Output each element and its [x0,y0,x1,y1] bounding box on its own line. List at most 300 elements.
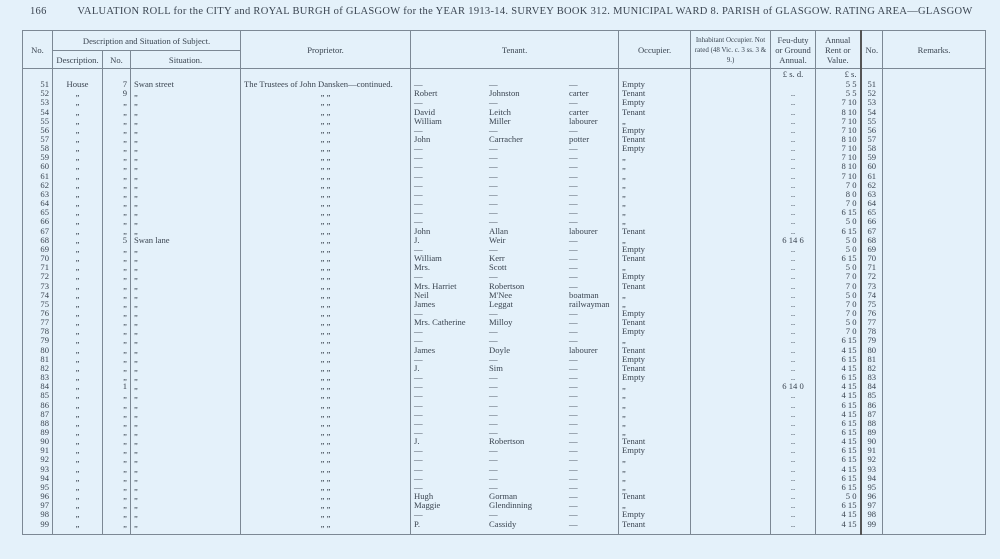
header-no-right: No. [861,31,883,69]
tenant [411,107,619,116]
row-number: 51 [23,80,53,89]
tenant [411,153,619,162]
inhabitant-occupier [691,227,771,236]
table-row [23,327,986,336]
occupier: „ [619,162,691,171]
table-row [23,144,986,153]
inhabitant-occupier [691,107,771,116]
annual-rent: 4 15 [816,465,861,474]
situation: „ [131,153,241,162]
street-number: „ [103,428,131,437]
tenant-occupation: — [569,272,578,282]
proprietor: „ „ [241,272,411,281]
tenant-occupation: — [569,308,578,318]
inhabitant-occupier [691,346,771,355]
page-heading [30,6,973,17]
row-number: 65 [23,208,53,217]
street-number: „ [103,355,131,364]
proprietor: „ „ [241,117,411,126]
tenant-occupation: — [569,382,578,392]
annual-rent: 7 10 [816,117,861,126]
description: „ [53,135,103,144]
tenant-first-name: J. [414,235,420,245]
tenant-occupation: — [569,153,578,163]
situation: „ [131,483,241,492]
tenant [411,89,619,98]
table-row [23,89,986,98]
tenant-occupation: — [569,354,578,364]
row-number-right: 59 [861,153,883,162]
annual-rent: 5 0 [816,318,861,327]
rent-units: £ s. [816,69,861,81]
tenant-first-name: Mrs. Harriet [414,281,457,291]
tenant-occupation: railwayman [569,299,610,309]
situation: „ [131,291,241,300]
tenant-first-name: James [414,299,436,309]
inhabitant-occupier [691,309,771,318]
street-number: „ [103,400,131,409]
row-number: 61 [23,172,53,181]
description: „ [53,98,103,107]
tenant-surname: Leggat [489,299,513,309]
table-row [23,364,986,373]
table-row [23,410,986,419]
street-number: „ [103,245,131,254]
street-number: „ [103,254,131,263]
remarks [883,400,986,409]
tenant-first-name: — [414,382,423,392]
description: „ [53,382,103,391]
tenant-surname: — [489,473,498,483]
tenant-surname: — [489,327,498,337]
occupier: Empty [619,272,691,281]
occupier: „ [619,382,691,391]
tenant-occupation: — [569,208,578,218]
tenant-occupation: potter [569,134,590,145]
row-number: 85 [23,391,53,400]
remarks [883,272,986,281]
row-number-right: 68 [861,236,883,245]
tenant-first-name: — [414,510,423,520]
tenant [411,181,619,190]
remarks [883,281,986,290]
street-number: „ [103,336,131,345]
street-number: „ [103,272,131,281]
inhabitant-occupier [691,199,771,208]
tenant-surname: Milloy [489,318,513,328]
situation: Swan street [131,80,241,89]
occupier: Tenant [619,492,691,501]
tenant-occupation: — [569,199,578,209]
occupier: „ [619,336,691,345]
annual-rent: 5 5 [816,89,861,98]
annual-rent: 8 10 [816,107,861,116]
situation: „ [131,446,241,455]
inhabitant-occupier [691,520,771,535]
description: „ [53,254,103,263]
feu-duty: .. [771,437,816,446]
table-row [23,501,986,510]
annual-rent: 7 10 [816,126,861,135]
tenant-occupation: — [569,373,578,383]
tenant [411,272,619,281]
tenant-first-name: — [414,244,423,254]
tenant-occupation: — [569,336,578,346]
table-row [23,336,986,345]
row-number: 93 [23,465,53,474]
street-number: „ [103,419,131,428]
remarks [883,355,986,364]
annual-rent: 4 15 [816,382,861,391]
row-number: 74 [23,291,53,300]
table-row [23,474,986,483]
tenant-surname: Robertson [489,437,525,447]
row-number-right: 78 [861,327,883,336]
tenant-surname: Allan [489,226,509,236]
tenant-surname: — [489,336,498,346]
proprietor: „ „ [241,217,411,226]
inhabitant-occupier [691,153,771,162]
remarks [883,492,986,501]
tenant [411,144,619,153]
table-row [23,199,986,208]
table-row [23,428,986,437]
row-number-right: 53 [861,98,883,107]
remarks [883,126,986,135]
annual-rent: 7 0 [816,181,861,190]
row-number: 55 [23,117,53,126]
tenant-first-name: J. [414,437,420,447]
tenant [411,501,619,510]
situation: „ [131,492,241,501]
description: „ [53,263,103,272]
street-number: „ [103,135,131,144]
occupier: „ [619,300,691,309]
tenant-first-name: William [414,116,442,126]
tenant-occupation: — [569,501,578,511]
row-number: 69 [23,245,53,254]
table-row [23,437,986,446]
street-number: „ [103,373,131,382]
description: „ [53,336,103,345]
remarks [883,135,986,144]
row-number-right: 65 [861,208,883,217]
tenant-first-name: — [414,98,423,108]
remarks [883,291,986,300]
situation: „ [131,382,241,391]
remarks [883,382,986,391]
table-row [23,446,986,455]
table-row [23,492,986,501]
proprietor: „ „ [241,455,411,464]
remarks [883,172,986,181]
inhabitant-occupier [691,492,771,501]
feu-duty: .. [771,492,816,501]
row-number: 88 [23,419,53,428]
annual-rent: 4 15 [816,437,861,446]
occupier: „ [619,291,691,300]
header-tenant: Tenant. [411,31,619,69]
row-number: 57 [23,135,53,144]
proprietor: „ „ [241,263,411,272]
remarks [883,346,986,355]
proprietor: „ „ [241,465,411,474]
header-annual-rent: Annual Rent or Value. [816,31,861,69]
remarks [883,199,986,208]
tenant-surname: — [489,482,498,492]
tenant-first-name: — [414,446,423,456]
header-description: Description. [53,51,103,69]
description: „ [53,227,103,236]
occupier: Tenant [619,318,691,327]
inhabitant-occupier [691,318,771,327]
annual-rent: 4 15 [816,391,861,400]
annual-rent: 4 15 [816,520,861,535]
remarks [883,236,986,245]
row-number-right: 95 [861,483,883,492]
occupier: Tenant [619,437,691,446]
inhabitant-occupier [691,437,771,446]
inhabitant-occupier [691,455,771,464]
tenant-occupation: — [569,171,578,181]
tenant-occupation: — [569,455,578,465]
row-number: 79 [23,336,53,345]
row-number-right: 80 [861,346,883,355]
inhabitant-occupier [691,373,771,382]
table-row [23,373,986,382]
description: „ [53,391,103,400]
row-number: 75 [23,300,53,309]
inhabitant-occupier [691,172,771,181]
inhabitant-occupier [691,208,771,217]
occupier: „ [619,199,691,208]
situation: „ [131,327,241,336]
tenant [411,254,619,263]
description: „ [53,483,103,492]
row-number-right: 73 [861,281,883,290]
tenant-first-name: Mrs. [414,263,431,273]
row-number-right: 83 [861,373,883,382]
situation: „ [131,217,241,226]
row-number-right: 69 [861,245,883,254]
table-row [23,80,986,89]
tenant-occupation: — [569,217,578,227]
feu-duty: .. [771,346,816,355]
tenant-first-name: — [414,189,423,199]
row-number-right: 86 [861,400,883,409]
situation: „ [131,465,241,474]
tenant [411,391,619,400]
tenant [411,428,619,437]
description: „ [53,520,103,535]
annual-rent: 6 15 [816,455,861,464]
street-number: „ [103,510,131,519]
inhabitant-occupier [691,98,771,107]
occupier: Tenant [619,89,691,98]
table-row [23,400,986,409]
table-row [23,382,986,391]
remarks [883,419,986,428]
tenant-first-name: — [414,144,423,154]
tenant-first-name: — [414,473,423,483]
situation: Swan lane [131,236,241,245]
tenant-occupation: — [569,263,578,273]
row-number: 82 [23,364,53,373]
row-number-right: 72 [861,272,883,281]
row-number: 73 [23,281,53,290]
feu-duty: .. [771,135,816,144]
tenant-surname: — [489,427,498,438]
tenant-occupation: — [569,318,578,328]
header-inhabitant-occupier: Inhabitant Occupier. Not rated (48 Vic. c. 3 ss. 3 & 9.) [691,31,771,69]
tenant [411,227,619,236]
occupier: Empty [619,446,691,455]
tenant-first-name: — [414,180,423,190]
proprietor: „ „ [241,153,411,162]
remarks [883,391,986,400]
annual-rent: 7 10 [816,153,861,162]
feu-duty: .. [771,419,816,428]
table-row [23,236,986,245]
feu-duty: .. [771,520,816,535]
description: „ [53,501,103,510]
row-number-right: 90 [861,437,883,446]
row-number-right: 57 [861,135,883,144]
feu-duty: .. [771,327,816,336]
tenant-first-name: David [414,107,436,117]
table-row [23,483,986,492]
tenant [411,208,619,217]
proprietor: „ „ [241,355,411,364]
situation: „ [131,89,241,98]
proprietor: „ „ [241,419,411,428]
row-number: 76 [23,309,53,318]
situation: „ [131,501,241,510]
annual-rent: 6 15 [816,400,861,409]
tenant-surname: — [489,153,498,163]
proprietor: „ „ [241,446,411,455]
tenant-first-name: — [414,391,423,401]
feu-duty: .. [771,355,816,364]
row-number-right: 82 [861,364,883,373]
row-number-right: 55 [861,117,883,126]
header-num: No. [103,51,131,69]
row-number: 90 [23,437,53,446]
table-row [23,510,986,519]
description: „ [53,107,103,116]
table-row [23,254,986,263]
street-number: 5 [103,236,131,245]
remarks [883,373,986,382]
page-number: 166 [30,6,47,17]
remarks [883,501,986,510]
description: „ [53,162,103,171]
tenant-surname: — [489,382,498,392]
feu-duty: .. [771,190,816,199]
valuation-roll-table [22,30,986,535]
situation: „ [131,474,241,483]
tenant-occupation: — [569,519,578,529]
occupier: „ [619,117,691,126]
annual-rent: 5 0 [816,291,861,300]
tenant-first-name: — [414,354,423,364]
feu-duty: .. [771,272,816,281]
tenant [411,474,619,483]
table-row [23,135,986,144]
tenant-occupation: — [569,125,578,135]
situation: „ [131,227,241,236]
tenant-occupation: — [569,446,578,456]
street-number: „ [103,291,131,300]
tenant [411,382,619,391]
tenant-surname: Cassidy [489,519,517,529]
row-number-right: 87 [861,410,883,419]
tenant-occupation: — [569,162,578,172]
street-number: „ [103,263,131,272]
tenant [411,190,619,199]
annual-rent: 6 15 [816,474,861,483]
description: „ [53,455,103,464]
row-number: 78 [23,327,53,336]
annual-rent: 7 0 [816,281,861,290]
street-number: „ [103,318,131,327]
inhabitant-occupier [691,336,771,345]
table-row [23,107,986,116]
street-number: „ [103,199,131,208]
street-number: „ [103,364,131,373]
occupier: Empty [619,80,691,89]
tenant [411,281,619,290]
proprietor: „ „ [241,437,411,446]
feu-duty: .. [771,245,816,254]
tenant-occupation: — [569,418,578,428]
remarks [883,318,986,327]
feu-duty: .. [771,162,816,171]
remarks [883,89,986,98]
row-number: 92 [23,455,53,464]
row-number-right: 66 [861,217,883,226]
tenant-first-name: Robert [414,89,438,99]
situation: „ [131,510,241,519]
table-row [23,245,986,254]
inhabitant-occupier [691,364,771,373]
table-row [23,272,986,281]
description: „ [53,172,103,181]
description: „ [53,272,103,281]
remarks [883,364,986,373]
tenant-first-name: J. [414,363,420,373]
row-number-right: 61 [861,172,883,181]
feu-duty: .. [771,483,816,492]
description: „ [53,89,103,98]
proprietor: „ „ [241,172,411,181]
row-number: 63 [23,190,53,199]
street-number: „ [103,190,131,199]
description: „ [53,437,103,446]
situation: „ [131,117,241,126]
header-proprietor: Proprietor. [241,31,411,69]
occupier: Empty [619,144,691,153]
tenant-occupation: — [569,244,578,254]
street-number: „ [103,217,131,226]
row-number-right: 97 [861,501,883,510]
table-row [23,355,986,364]
description: „ [53,291,103,300]
street-number: „ [103,172,131,181]
feu-duty: .. [771,391,816,400]
street-number: „ [103,153,131,162]
occupier: „ [619,391,691,400]
